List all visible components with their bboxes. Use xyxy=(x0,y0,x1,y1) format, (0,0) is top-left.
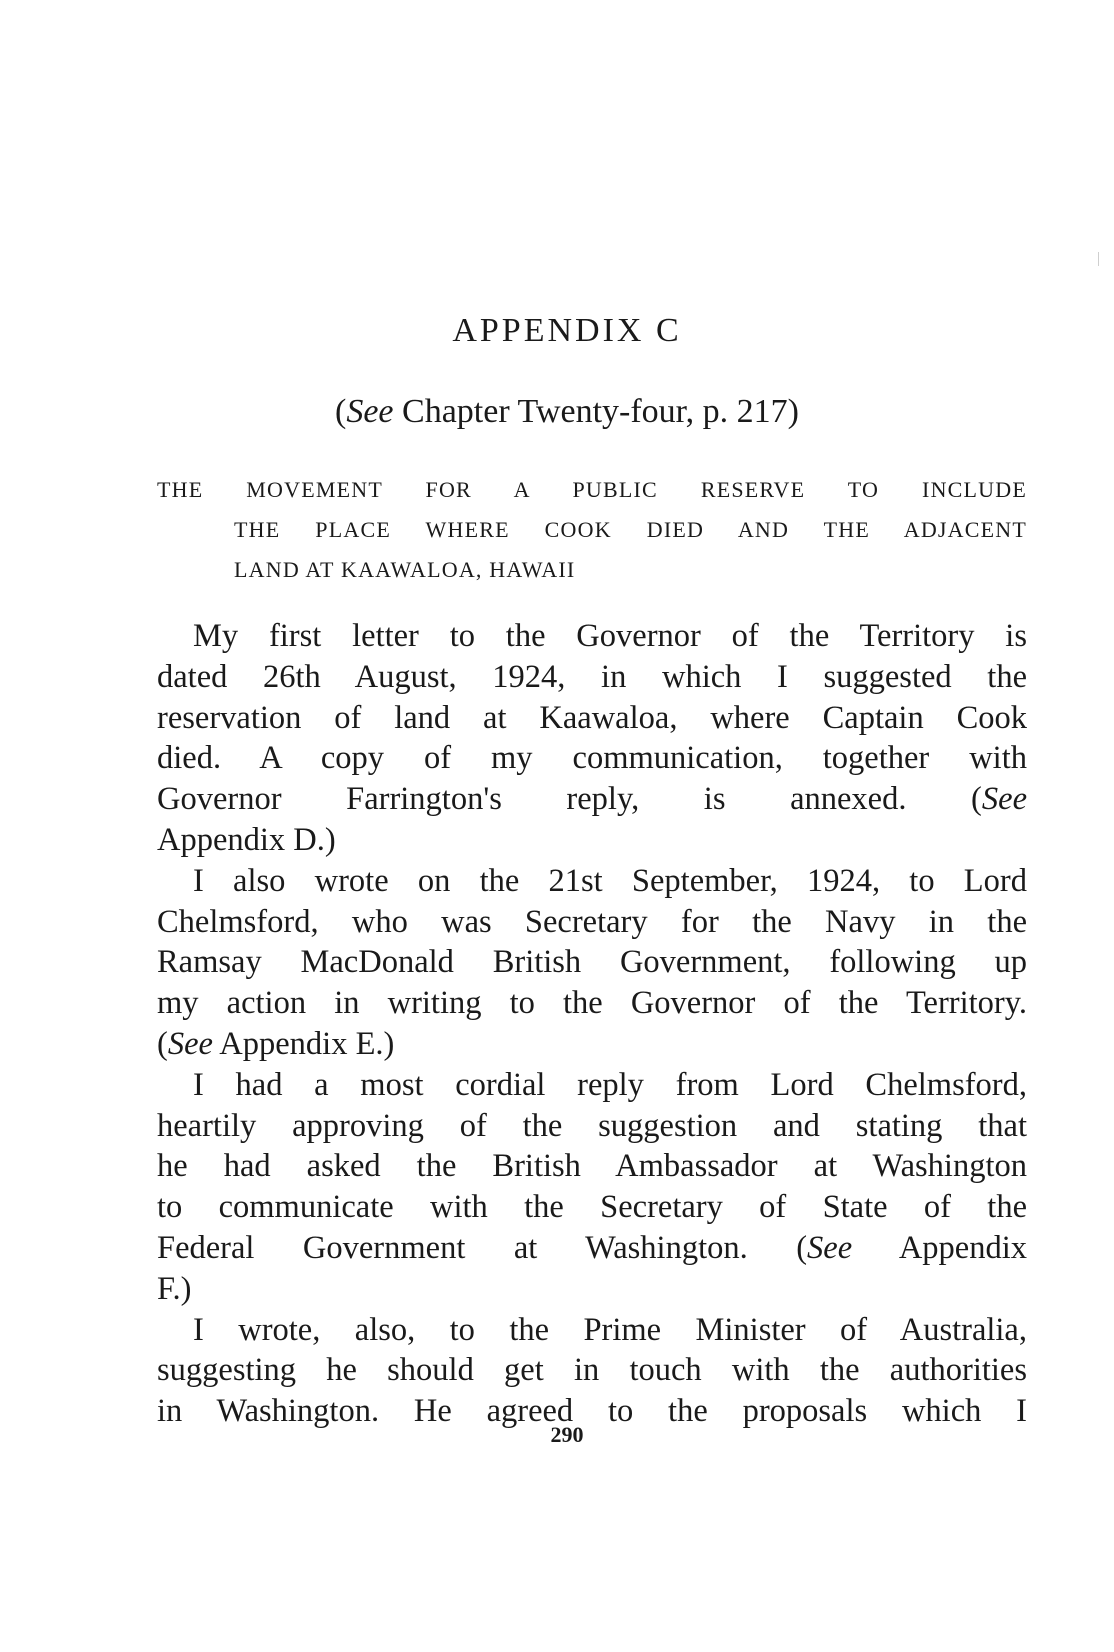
p3-line-6: F.) xyxy=(157,1270,192,1307)
p4-line-3: in Washington. He agreed to the proposals which I xyxy=(157,1393,1027,1430)
p3-line-2: heartily approving of the suggestion and stating that xyxy=(157,1107,1027,1144)
p3-line-5: Federal Government at Washington. (See Appendix xyxy=(157,1229,1027,1266)
p2-line-5: (See Appendix E.) xyxy=(157,1025,395,1062)
p2-line-4: my action in writing to the Governor of the Territory. xyxy=(157,985,1027,1022)
appendix-title: APPENDIX C xyxy=(452,312,682,349)
subject-line-2: THE PLACE WHERE COOK DIED AND THE ADJACENT xyxy=(234,517,1027,542)
p2-tail: Appendix E.) xyxy=(212,1025,395,1062)
p1-see: See xyxy=(981,781,1027,818)
p3-line-1: I had a most cordial reply from Lord Chelmsford, xyxy=(193,1066,1027,1103)
p2-line-1: I also wrote on the 21st September, 1924, to Lord xyxy=(193,862,1027,899)
p2-line-2: Chelmsford, who was Secretary for the Navy in the xyxy=(157,903,1027,940)
p1-line-3: reservation of land at Kaawaloa, where Captain Cook xyxy=(157,699,1027,736)
chapter-reference xyxy=(0,393,1114,431)
p1-line-4: died. A copy of my communication, together with xyxy=(157,740,1027,777)
subject-line-3: LAND AT KAAWALOA, HAWAII xyxy=(234,557,576,582)
p1-line-1: My first letter to the Governor of the Territory is xyxy=(193,618,1027,654)
p2-see: See xyxy=(167,1025,213,1062)
p3-line-3: he had asked the British Ambassador at Washington xyxy=(157,1148,1027,1185)
p2-line-3: Ramsay MacDonald British Government, following up xyxy=(157,944,1027,981)
p1-line-5-text: Governor Farrington's reply, is annexed. xyxy=(157,781,907,818)
subject-heading xyxy=(157,470,1027,590)
scan-edge-mark xyxy=(1098,252,1099,266)
chapter-reference-rest: Chapter Twenty-four, p. 217) xyxy=(393,393,799,430)
p1-line-2: dated 26th August, 1924, in which I suggested the xyxy=(157,658,1027,695)
subject-line-1: THE MOVEMENT FOR A PUBLIC RESERVE TO INCLUDE xyxy=(157,477,1027,502)
p1-line-6: Appendix D.) xyxy=(157,821,336,858)
p4-line-2: suggesting he should get in touch with the authorities xyxy=(157,1352,1027,1389)
p3-see: See xyxy=(807,1229,853,1266)
p4-line-1: I wrote, also, to the Prime Minister of Australia, xyxy=(193,1311,1027,1348)
p3-after-see: Appendix xyxy=(852,1229,1027,1266)
p1-line-5: Governor Farrington's reply, is annexed. (See xyxy=(157,781,1027,818)
chapter-reference-open: ( xyxy=(335,393,347,430)
chapter-reference-see: See xyxy=(346,393,394,430)
p3-line-5-text: Federal Government at Washington. xyxy=(157,1229,748,1266)
page-number: 290 xyxy=(550,1422,584,1447)
p3-line-4: to communicate with the Secretary of State of the xyxy=(157,1189,1027,1226)
body-text xyxy=(157,616,1027,1432)
